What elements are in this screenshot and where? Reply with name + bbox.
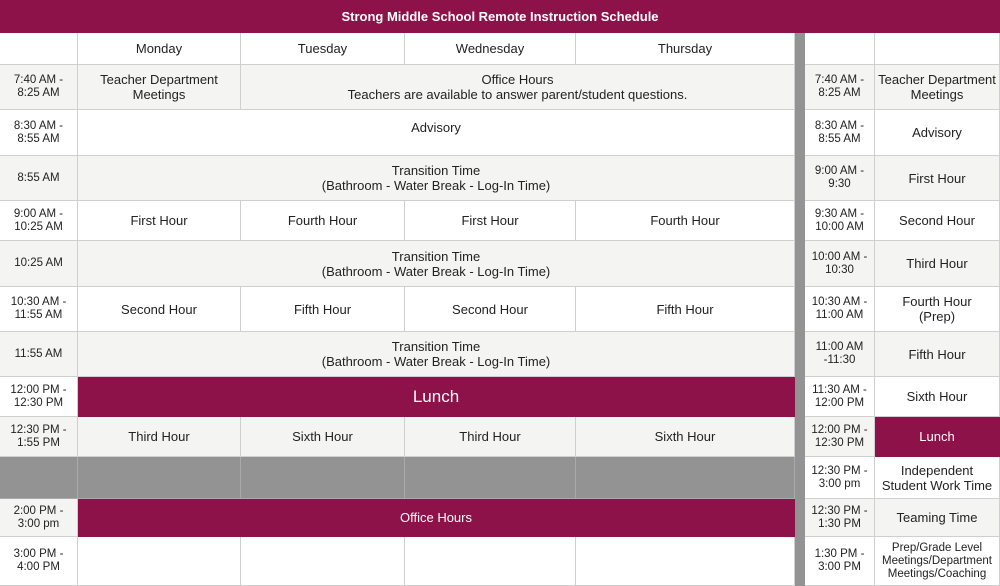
activity-cell: Independent Student Work Time bbox=[875, 457, 1000, 499]
time-cell: 9:00 AM - 10:25 AM bbox=[0, 201, 78, 241]
day-wednesday: Wednesday bbox=[405, 33, 576, 65]
time-cell: 12:30 PM - 1:55 PM bbox=[0, 417, 78, 457]
time-cell: 11:55 AM bbox=[0, 332, 78, 377]
activity-cell: First Hour bbox=[875, 156, 1000, 201]
activity-cell: Advisory bbox=[875, 110, 1000, 156]
day-thursday: Thursday bbox=[576, 33, 795, 65]
time-cell: 12:00 PM - 12:30 PM bbox=[805, 417, 875, 457]
class-cell: Fifth Hour bbox=[576, 287, 795, 332]
shaded-cell bbox=[576, 457, 795, 499]
time-cell: 7:40 AM - 8:25 AM bbox=[805, 65, 875, 110]
advisory-cell: Advisory bbox=[78, 110, 795, 156]
class-cell: Fifth Hour bbox=[241, 287, 405, 332]
class-cell: Sixth Hour bbox=[576, 417, 795, 457]
activity-cell: Teacher Department Meetings bbox=[875, 65, 1000, 110]
class-cell: Third Hour bbox=[78, 417, 241, 457]
shaded-cell bbox=[78, 457, 241, 499]
header-blank bbox=[875, 33, 1000, 65]
shaded-cell bbox=[405, 457, 576, 499]
class-cell: Fourth Hour bbox=[241, 201, 405, 241]
activity-cell: Fourth Hour (Prep) bbox=[875, 287, 1000, 332]
transition-cell: Transition Time (Bathroom - Water Break - Log-In Time) bbox=[78, 156, 795, 201]
time-cell: 11:30 AM - 12:00 PM bbox=[805, 377, 875, 417]
office-hours-cell: Office Hours bbox=[78, 499, 795, 537]
day-tuesday: Tuesday bbox=[241, 33, 405, 65]
activity-cell: Third Hour bbox=[875, 241, 1000, 287]
activity-cell: Fifth Hour bbox=[875, 332, 1000, 377]
empty-cell bbox=[241, 537, 405, 586]
time-cell: 8:55 AM bbox=[0, 156, 78, 201]
time-cell: 7:40 AM - 8:25 AM bbox=[0, 65, 78, 110]
empty-cell bbox=[405, 537, 576, 586]
activity-cell: Second Hour bbox=[875, 201, 1000, 241]
class-cell: First Hour bbox=[78, 201, 241, 241]
class-cell: Fourth Hour bbox=[576, 201, 795, 241]
time-cell: 9:30 AM - 10:00 AM bbox=[805, 201, 875, 241]
shaded-cell bbox=[241, 457, 405, 499]
time-cell: 2:00 PM - 3:00 pm bbox=[0, 499, 78, 537]
teacher-meetings-cell: Teacher Department Meetings bbox=[78, 65, 241, 110]
time-cell: 8:30 AM - 8:55 AM bbox=[805, 110, 875, 156]
time-cell: 12:30 PM - 3:00 pm bbox=[805, 457, 875, 499]
activity-cell: Prep/Grade Level Meetings/Department Meetings/Coaching bbox=[875, 537, 1000, 586]
day-monday: Monday bbox=[78, 33, 241, 65]
class-cell: First Hour bbox=[405, 201, 576, 241]
class-cell: Sixth Hour bbox=[241, 417, 405, 457]
time-cell: 11:00 AM -11:30 bbox=[805, 332, 875, 377]
time-cell: 10:25 AM bbox=[0, 241, 78, 287]
transition-cell: Transition Time (Bathroom - Water Break - Log-In Time) bbox=[78, 241, 795, 287]
activity-cell: Sixth Hour bbox=[875, 377, 1000, 417]
time-cell: 12:30 PM - 1:30 PM bbox=[805, 499, 875, 537]
time-cell: 10:30 AM - 11:00 AM bbox=[805, 287, 875, 332]
header-blank bbox=[805, 33, 875, 65]
time-cell: 1:30 PM - 3:00 PM bbox=[805, 537, 875, 586]
lunch-cell: Lunch bbox=[78, 377, 795, 417]
time-cell: 8:30 AM - 8:55 AM bbox=[0, 110, 78, 156]
activity-cell: Teaming Time bbox=[875, 499, 1000, 537]
office-hours-note-cell: Office Hours Teachers are available to answer parent/student questions. bbox=[241, 65, 795, 110]
time-cell: 12:00 PM - 12:30 PM bbox=[0, 377, 78, 417]
time-cell: 10:30 AM - 11:55 AM bbox=[0, 287, 78, 332]
transition-cell: Transition Time (Bathroom - Water Break - Log-In Time) bbox=[78, 332, 795, 377]
class-cell: Third Hour bbox=[405, 417, 576, 457]
time-cell: 9:00 AM - 9:30 bbox=[805, 156, 875, 201]
shaded-cell bbox=[0, 457, 78, 499]
empty-cell bbox=[576, 537, 795, 586]
header-blank bbox=[0, 33, 78, 65]
column-separator bbox=[795, 33, 805, 586]
time-cell: 10:00 AM - 10:30 bbox=[805, 241, 875, 287]
empty-cell bbox=[78, 537, 241, 586]
class-cell: Second Hour bbox=[405, 287, 576, 332]
lunch-cell: Lunch bbox=[875, 417, 1000, 457]
class-cell: Second Hour bbox=[78, 287, 241, 332]
time-cell: 3:00 PM - 4:00 PM bbox=[0, 537, 78, 586]
schedule-title: Strong Middle School Remote Instruction Schedule bbox=[0, 0, 1000, 33]
